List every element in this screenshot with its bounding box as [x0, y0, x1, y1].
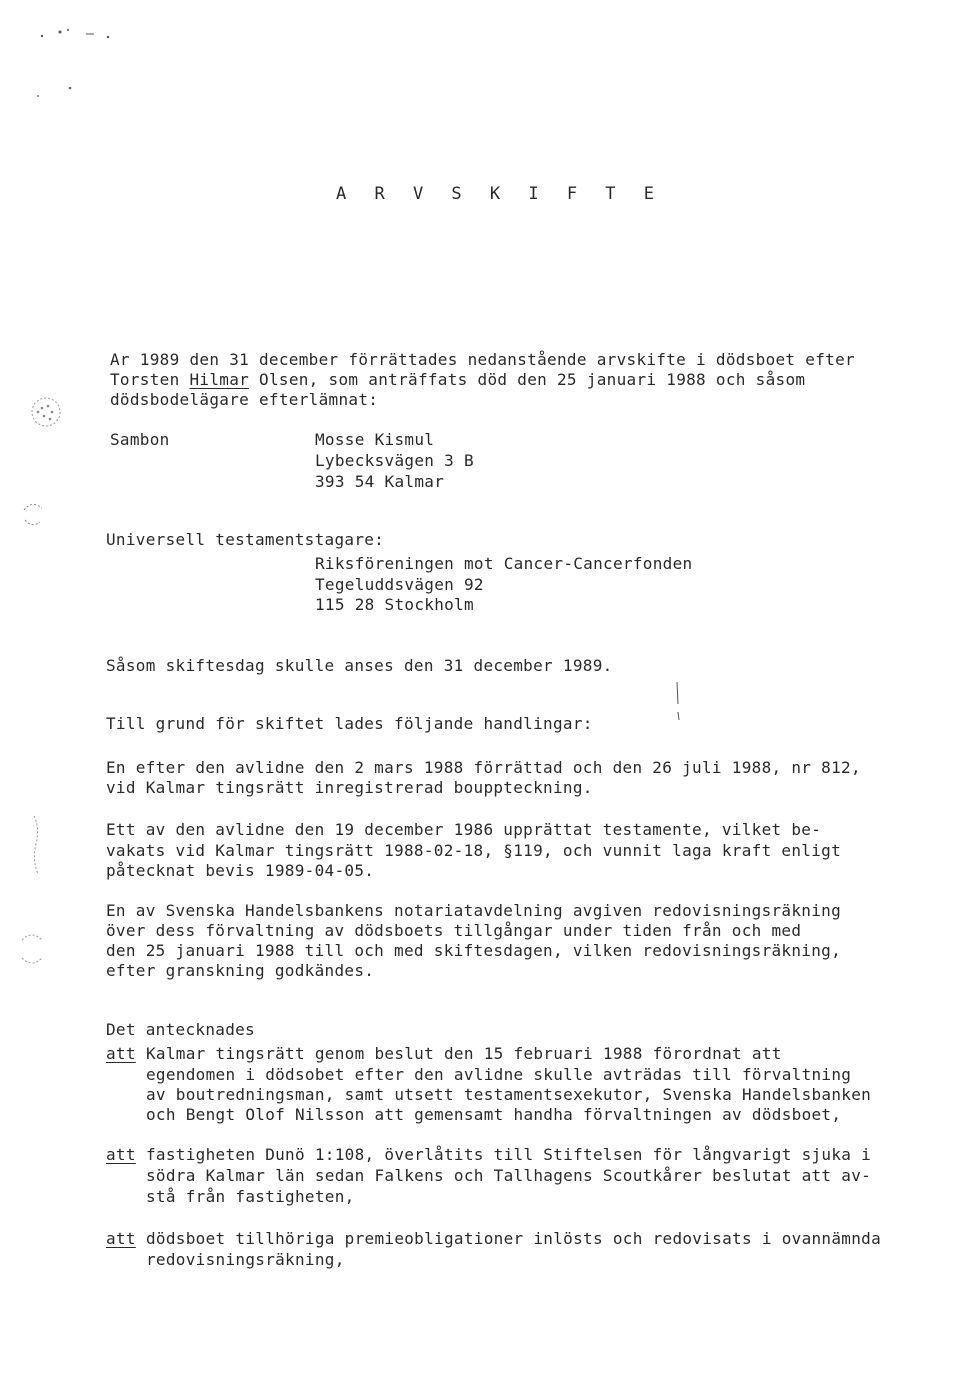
handling-1-line-2: vid Kalmar tingsrätt inregistrerad bouppteckning.: [106, 778, 593, 797]
antecknades-heading: Det antecknades: [106, 1020, 255, 1039]
att-1-line-2: egendomen i dödsobet efter den avlidne skulle avträdas till förvaltning: [146, 1065, 852, 1084]
att-2-line-3: stå från fastigheten,: [146, 1187, 355, 1206]
handlingar-intro: Till grund för skiftet lades följande handlingar:: [106, 714, 593, 733]
punch-hole-mark: [18, 498, 48, 532]
testament-city: 115 28 Stockholm: [315, 595, 474, 614]
att-1-line-1: Kalmar tingsrätt genom beslut den 15 februari 1988 förordnat att: [146, 1044, 782, 1063]
att-2-line-2: södra Kalmar län sedan Falkens och Tallhagens Scoutkårer beslutat att av-: [146, 1166, 872, 1185]
testament-street: Tegeluddsvägen 92: [315, 575, 484, 594]
handling-2-line-1: Ett av den avlidne den 19 december 1986 upprättat testamente, vilket be-: [106, 820, 822, 839]
sambon-city: 393 54 Kalmar: [315, 472, 445, 491]
punch-hole-mark: [14, 808, 48, 880]
deceased-middle-name: Hilmar: [189, 370, 250, 389]
handling-3-line-3: den 25 januari 1988 till och med skiftesdagen, vilken redovisningsräkning,: [106, 941, 842, 960]
att-marker-3: att: [106, 1229, 136, 1248]
handling-3-line-4: efter granskning godkändes.: [106, 961, 375, 980]
att-1-line-3: av boutredningsman, samt utsett testamentsexekutor, Svenska Handelsbanken: [146, 1085, 872, 1104]
punch-hole-mark: [24, 392, 70, 432]
testament-label: Universell testamentstagare:: [106, 530, 385, 549]
handling-3-line-2: över dess förvaltning av dödsboets tillgångar under tiden från och med: [106, 921, 802, 940]
handling-1-line-1: En efter den avlidne den 2 mars 1988 förrättad och den 26 juli 1988, nr 812,: [106, 758, 861, 777]
sambon-street: Lybecksvägen 3 B: [315, 451, 474, 470]
intro-line-2: [110, 370, 805, 390]
att-3-line-1: dödsboet tillhöriga premieobligationer inlösts och redovisats i ovannämnda: [146, 1229, 882, 1248]
att-2-line-1: fastigheten Dunö 1:108, överlåtits till Stiftelsen för långvarigt sjuka i: [146, 1145, 872, 1164]
att-3-line-2: redovisningsräkning,: [146, 1250, 345, 1269]
testament-name: Riksföreningen mot Cancer-Cancerfonden: [315, 554, 693, 573]
document-title: A R V S K I F T E: [336, 184, 663, 204]
intro-line-2-rest: Olsen, som anträffats död den 25 januari 1988 och såsom: [259, 370, 806, 389]
intro-line-3: dödsbodelägare efterlämnat:: [110, 390, 379, 409]
intro-line-1: Ar 1989 den 31 december förrättades nedanstående arvskifte i dödsboet efter: [110, 350, 855, 369]
sambon-label: Sambon: [110, 430, 170, 449]
sambon-name: Mosse Kismul: [315, 430, 435, 449]
handling-2-line-3: påtecknat bevis 1989-04-05.: [106, 861, 375, 880]
margin-stroke: [672, 676, 684, 726]
deceased-name-prefix: Torsten: [110, 370, 190, 389]
handling-3-line-1: En av Svenska Handelsbankens notariatavdelning avgiven redovisningsräkning: [106, 901, 842, 920]
att-marker-2: att: [106, 1145, 136, 1164]
handling-2-line-2: vakats vid Kalmar tingsrätt 1988-02-18, §119, och vunnit laga kraft enligt: [106, 841, 842, 860]
att-1-line-4: och Bengt Olof Nilsson att gemensamt handha förvaltningen av dödsboet,: [146, 1105, 842, 1124]
scan-specks: [30, 0, 120, 130]
att-marker-1: att: [106, 1044, 136, 1063]
skiftesdag-text: Såsom skiftesdag skulle anses den 31 december 1989.: [106, 656, 613, 675]
punch-hole-mark: [18, 928, 48, 972]
